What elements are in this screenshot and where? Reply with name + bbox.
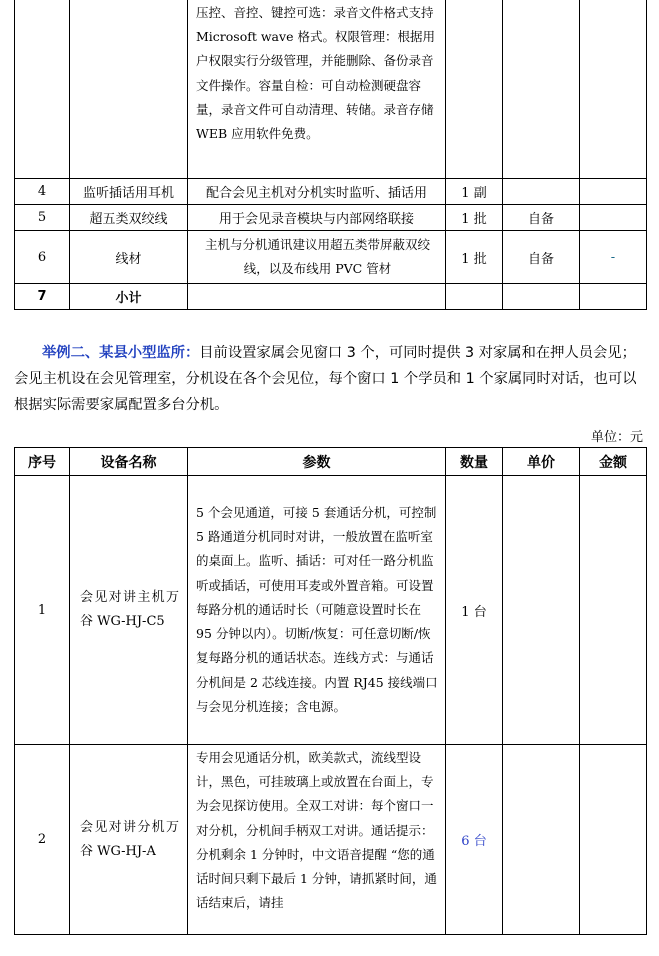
header-qty: 数量 bbox=[446, 448, 503, 476]
example-paragraph bbox=[14, 340, 646, 418]
cell-name: 超五类双绞线 bbox=[70, 205, 188, 231]
cell-no: 6 bbox=[15, 231, 70, 284]
cell-price bbox=[503, 179, 580, 205]
cell-no bbox=[15, 0, 70, 179]
header-param: 参数 bbox=[188, 448, 446, 476]
header-name: 设备名称 bbox=[70, 448, 188, 476]
header-amount: 金额 bbox=[580, 448, 647, 476]
equipment-table-continued bbox=[14, 0, 647, 310]
cell-qty: 1 批 bbox=[446, 231, 503, 284]
table-row bbox=[15, 179, 647, 205]
cell-name: 会见对讲主机万谷 WG-HJ-C5 bbox=[70, 476, 188, 745]
subtotal-label: 小计 bbox=[70, 284, 188, 310]
cell-amount bbox=[580, 284, 647, 310]
cell-qty: 1 台 bbox=[446, 476, 503, 745]
cell-amount bbox=[580, 745, 647, 935]
cell-qty bbox=[446, 284, 503, 310]
cell-name: 会见对讲分机万谷 WG-HJ-A bbox=[70, 745, 188, 935]
cell-name: 线材 bbox=[70, 231, 188, 284]
cell-price bbox=[503, 476, 580, 745]
table-row bbox=[15, 231, 647, 284]
cell-name: 监听插话用耳机 bbox=[70, 179, 188, 205]
cell-price bbox=[503, 745, 580, 935]
cell-price bbox=[503, 0, 580, 179]
cell-amount bbox=[580, 205, 647, 231]
cell-name bbox=[70, 0, 188, 179]
cell-qty: 6 台 bbox=[446, 745, 503, 935]
table-row bbox=[15, 0, 647, 179]
header-price: 单价 bbox=[503, 448, 580, 476]
cell-no: 5 bbox=[15, 205, 70, 231]
cell-amount: - bbox=[580, 231, 647, 284]
cell-amount bbox=[580, 0, 647, 179]
cell-price: 自备 bbox=[503, 205, 580, 231]
cell-no: 4 bbox=[15, 179, 70, 205]
cell-param: 主机与分机通讯建议用超五类带屏蔽双绞线，以及布线用 PVC 管材 bbox=[188, 231, 446, 284]
equipment-table bbox=[14, 447, 647, 935]
header-no: 序号 bbox=[15, 448, 70, 476]
example-heading: 举例二、某县小型监所： bbox=[42, 345, 200, 361]
cell-no: 7 bbox=[15, 284, 70, 310]
cell-amount bbox=[580, 179, 647, 205]
cell-amount bbox=[580, 476, 647, 745]
cell-qty: 1 批 bbox=[446, 205, 503, 231]
table-row bbox=[15, 476, 647, 745]
table-header-row bbox=[15, 448, 647, 476]
cell-param bbox=[188, 284, 446, 310]
example-text: 目前设置家属会见窗口 3 个，可同时提供 3 对家属和在押人员会见；会见主机设在会见管理室，分机设在各个会见位，每个窗口 1 个学员和 1 个家属同时对话，也可以根据实际需要家属配置多台分机。 bbox=[14, 345, 637, 413]
cell-param: 用于会见录音模块与内部网络联接 bbox=[188, 205, 446, 231]
cell-no: 1 bbox=[15, 476, 70, 745]
table-row bbox=[15, 205, 647, 231]
cell-price: 自备 bbox=[503, 231, 580, 284]
cell-qty bbox=[446, 0, 503, 179]
table-row bbox=[15, 745, 647, 935]
cell-param: 专用会见通话分机，欧美款式，流线型设计，黑色，可挂玻璃上或放置在台面上，专为会见探访使用。全双工对讲：每个窗口一对分机，分机间手柄双工对讲。通话提示：分机剩余 1 分钟时，中文语音提醒 “您的通话时间只剩下最后 1 分钟，请抓紧时间，通话结束后，请挂 bbox=[188, 745, 446, 935]
cell-param: 5 个会见通道，可接 5 套通话分机，可控制 5 路通道分机同时对讲，一般放置在监听室的桌面上。监听、插话：可对任一路分机监听或插话，可使用耳麦或外置音箱。可设置每路分机的通话时长（可随意设置时长在 95 分钟以内）。切断/恢复：可任意切断/恢复每路分机的通话状态。连线方式：与通话分机间是 2 芯线连接。内置 RJ45 接线端口与会见分机连接；含电源。 bbox=[188, 476, 446, 745]
unit-label: 单位：元 bbox=[590, 430, 643, 445]
cell-param: 配合会见主机对分机实时监听、插话用 bbox=[188, 179, 446, 205]
cell-price bbox=[503, 284, 580, 310]
cell-param: 压控、音控、键控可选：录音文件格式支持 Microsoft wave 格式。权限管理：根据用户权限实行分级管理，并能删除、备份录音文件操作。容量自检：可自动检测硬盘容量，录音文件可自动清理、转储。录音存储 WEB 应用软件免费。 bbox=[188, 0, 446, 179]
subtotal-row bbox=[15, 284, 647, 310]
cell-qty: 1 副 bbox=[446, 179, 503, 205]
cell-no: 2 bbox=[15, 745, 70, 935]
